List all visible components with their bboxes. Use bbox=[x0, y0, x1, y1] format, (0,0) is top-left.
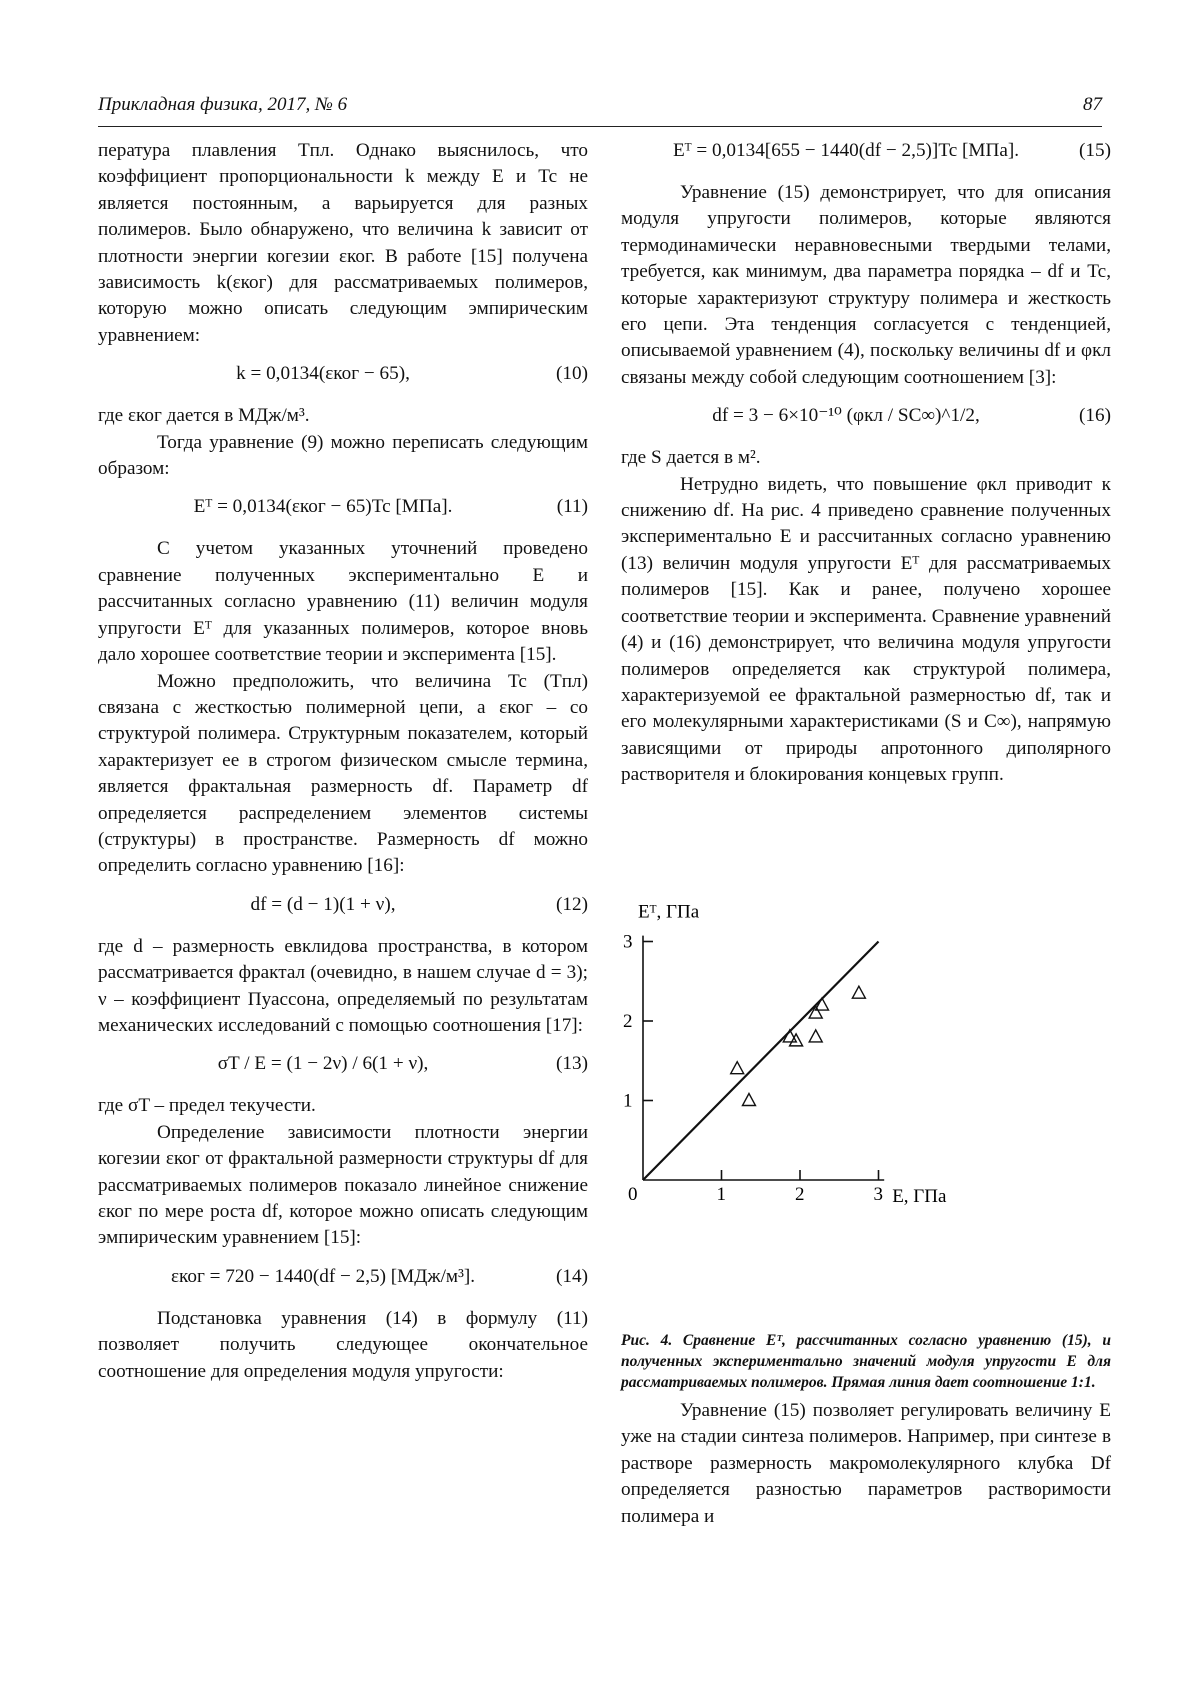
origin-label: 0 bbox=[628, 1184, 638, 1205]
equation-15 bbox=[621, 138, 1111, 164]
paragraph: Уравнение (15) позволяет регулировать величину E уже на стадии синтеза полимеров. Например, при синтезе в растворе размерность макромолекулярного клубка Df определяется разностью параметров растворимости полимера и bbox=[621, 1400, 1111, 1527]
equation-body: εког = 720 − 1440(df − 2,5) [МДж/м³]. bbox=[170, 1265, 476, 1287]
equation-body: σT / E = (1 − 2ν) / 6(1 + ν), bbox=[217, 1053, 429, 1075]
equation-12 bbox=[98, 892, 588, 918]
paragraph: Уравнение (15) демонстрирует, что для описания модуля упругости полимеров, которые являются термодинамически неравновесными твердыми телами, требуется, как минимум, два параметра порядка – df и Tc, которые характеризуют структуру полимера и жесткость его цепи. Эта тенденция согласуется с тенденцией, описываемой уравнением (4), поскольку величины df и φкл связаны между собой следующим соотношением [3]: bbox=[621, 182, 1111, 388]
equation-body: df = (d − 1)(1 + ν), bbox=[250, 893, 396, 915]
x-axis-label: E, ГПа bbox=[892, 1186, 947, 1207]
right-column-continued bbox=[621, 1398, 1111, 1530]
equation-body: Eᵀ = 0,0134(εког − 65)Tc [МПа]. bbox=[193, 496, 453, 518]
paragraph: Тогда уравнение (9) можно переписать следующим образом: bbox=[98, 431, 588, 480]
paragraph: где S дается в м². bbox=[621, 447, 761, 469]
paragraph: Можно предположить, что величина Tc (Tпл) связана с жесткостью полимерной цепи, а εког – со структурой полимера. Структурным показателем, который характеризует ее в строгом физическом смысле термина, является фрактальная размерность df. Параметр df определяется распределением элементов системы (структуры) в пространстве. Размерность df можно определить согласно уравнению [16]: bbox=[98, 670, 588, 877]
equation-number: (11) bbox=[556, 496, 588, 518]
y-axis-label: Eᵀ, ГПа bbox=[638, 901, 700, 923]
data-point bbox=[790, 1034, 803, 1046]
data-point bbox=[809, 1030, 822, 1042]
y-tick-label: 3 bbox=[623, 931, 633, 953]
left-column bbox=[98, 138, 588, 1385]
equation-11 bbox=[98, 494, 588, 520]
paragraph: Определение зависимости плотности энергии когезии εког от фрактальной размерности структуры df для рассматриваемых полимеров показало линейное снижение εког по мере роста df, которое можно описать следующим эмпирическим уравнением [15]: bbox=[98, 1121, 588, 1249]
paragraph: пература плавления Tпл. Однако выяснилось, что коэффициент пропорциональности k между E и Tc не является постоянным, а варьируется для разных полимеров. Было обнаружено, что величина k зависит от плотности энергии когезии εког. В работе [15] получена зависимость k(εког) для рассматриваемых полимеров, которую можно описать следующим эмпирическим уравнением: bbox=[98, 140, 588, 346]
data-point bbox=[731, 1062, 744, 1074]
paragraph: где d – размерность евклидова пространства, в котором рассматривается фрактал (очевидно, в нашем случае d = 3); ν – коэффициент Пуассона, определяемый по результатам механических исследований с помощью соотношения [17]: bbox=[98, 935, 588, 1036]
figure-caption: Рис. 4. Сравнение Eᵀ, рассчитанных согласно уравнению (15), и полученных экспериментально значений модуля упругости E для рассматриваемых полимеров. Прямая линия дает соотношение 1:1. bbox=[621, 1332, 1111, 1391]
equation-number: (10) bbox=[556, 363, 588, 385]
y-tick-label: 1 bbox=[623, 1090, 633, 1112]
equation-14 bbox=[98, 1264, 588, 1290]
equation-16 bbox=[621, 403, 1111, 429]
paragraph: где εког дается в МДж/м³. bbox=[98, 405, 310, 427]
y-tick-label: 2 bbox=[623, 1011, 633, 1032]
equation-body: k = 0,0134(εког − 65), bbox=[236, 363, 410, 385]
reference-line-1-1 bbox=[643, 942, 879, 1181]
paragraph: С учетом указанных уточнений проведено сравнение полученных экспериментально E и рассчитанных согласно уравнению (11) величин модуля упругости Eᵀ для указанных полимеров, которое вновь дало хорошее соответствие теории и эксперимента [15]. bbox=[98, 538, 588, 666]
equation-body: Eᵀ = 0,0134[655 − 1440(df − 2,5)]Tc [МПа]. bbox=[672, 140, 1020, 161]
x-tick-label: 1 bbox=[716, 1184, 726, 1205]
x-tick-label: 2 bbox=[795, 1184, 805, 1205]
paragraph: Нетрудно видеть, что повышение φкл приводит к снижению df. На рис. 4 приведено сравнение полученных экспериментально E и рассчитанных согласно уравнению (13) величин модуля упругости Eᵀ для рассматриваемых полимеров [15]. Как и ранее, получено хорошее соответствие теории и эксперимента. Сравнение уравнений (4) и (16) демонстрирует, что величина модуля упругости полимеров определяется как структурой полимера, характеризуемой ее фрактальной размерностью df, так и его молекулярными характеристиками (S и C∞), напрямую зависящими от природы апротонного диполярного растворителя и блокирования концевых групп. bbox=[621, 473, 1111, 786]
equation-number: (15) bbox=[1079, 140, 1111, 161]
data-point bbox=[809, 1006, 822, 1018]
right-column bbox=[621, 138, 1111, 789]
equation-number: (16) bbox=[1079, 405, 1111, 427]
equation-number: (13) bbox=[556, 1053, 588, 1075]
page-number: 87 bbox=[1083, 94, 1102, 115]
data-point bbox=[742, 1094, 755, 1106]
equation-10 bbox=[98, 361, 588, 387]
header-rule bbox=[98, 126, 1102, 127]
x-tick-label: 3 bbox=[873, 1184, 883, 1205]
data-point bbox=[852, 986, 865, 998]
paragraph: где σT – предел текучести. bbox=[98, 1095, 316, 1117]
journal-title: Прикладная физика, 2017, № 6 bbox=[98, 94, 348, 115]
equation-number: (12) bbox=[556, 893, 588, 915]
equation-number: (14) bbox=[556, 1265, 588, 1287]
chart-svg bbox=[621, 901, 1121, 1330]
paragraph: Подстановка уравнения (14) в формулу (11) позволяет получить следующее окончательное соотношение для определения модуля упругости: bbox=[98, 1307, 588, 1382]
equation-13 bbox=[98, 1051, 588, 1077]
equation-body: df = 3 − 6×10⁻¹⁰ (φкл / SC∞)^1/2, bbox=[712, 405, 980, 427]
figure-4-chart bbox=[621, 901, 1121, 1330]
